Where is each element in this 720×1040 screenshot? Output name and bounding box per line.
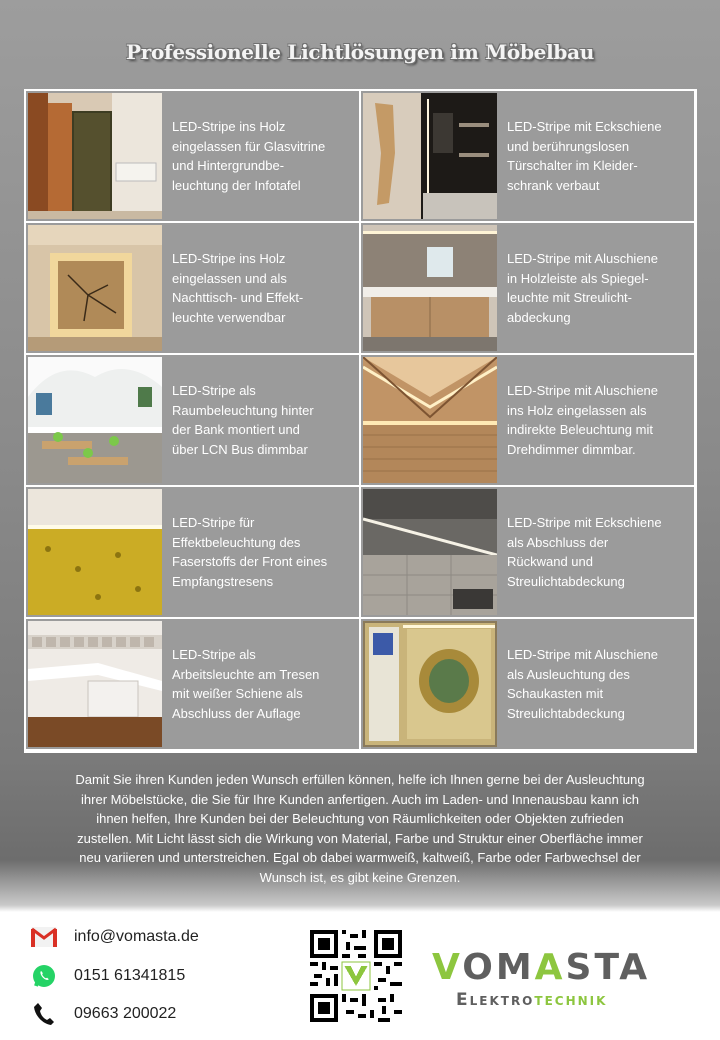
intro-paragraph: Damit Sie ihren Kunden jeden Wunsch erfüllen können, helfe ich Ihnen gerne bei der Ausleuchtung ihrer Möbelstücke, die Sie für Ihre Kunden anfertigen. Auch im Laden- und Innenausbau kann ich ihnen helfen, Ihre Kunden bei der Beleuchtung von Räumlichkeiten oder Objekten zufrieden zustellen. Mit Licht lässt sich die Wirkung von Material, Farbe und Struktur einer Oberfläche immer neu variieren und unterstreichen. Egal ob dabei warmweiß, kaltweiß, Farbe oder Farbwechsel der Wunsch ist, es gibt keine Grenzen.	[75, 772, 645, 885]
grid-cell-counter	[26, 619, 359, 749]
grid-cell-mirror	[361, 223, 694, 353]
grid-cell-text: LED-Stripe mit Eckschiene und berührungslosen Türschalter im Kleider- schrank verbaut	[507, 119, 662, 193]
grid-cell-text: LED-Stripe ins Holz eingelassen und als Nachttisch- und Effekt- leuchte verwendbar	[172, 251, 304, 325]
grid-cell-text: LED-Stripe mit Eckschiene als Abschluss der Rückwand und Streulichtabdeckung	[507, 515, 662, 589]
gmail-icon	[30, 923, 58, 951]
vomasta-logo	[432, 948, 696, 1018]
contact-phone-text: 09663 200022	[74, 1005, 177, 1022]
contact-email[interactable]	[30, 922, 199, 952]
contact-email-text: info@vomasta.de	[74, 928, 199, 945]
product-grid	[24, 89, 697, 753]
grid-cell-text: LED-Stripe mit Aluschiene in Holzleiste als Spiegel- leuchte mit Streulicht- abdeckung	[507, 251, 659, 325]
grid-cell-glass-cabinet	[26, 91, 359, 221]
grid-cell-reception	[26, 487, 359, 617]
photo-reception	[28, 489, 162, 615]
logo-wordmark: VOMASTA	[432, 947, 651, 988]
photo-mirror	[363, 225, 497, 351]
grid-cell-showcase	[361, 619, 694, 749]
page-title: Professionelle Lichtlösungen im Möbelbau	[126, 40, 594, 64]
photo-indirect-light	[363, 357, 497, 483]
contact-whatsapp[interactable]	[30, 961, 185, 991]
photo-showcase	[363, 621, 497, 747]
grid-cell-text: LED-Stripe für Effektbeleuchtung des Faserstoffs der Front eines Empfangstresens	[172, 515, 328, 589]
grid-cell-text: LED-Stripe mit Aluschiene als Ausleuchtung des Schaukasten mit Streulichtabdeckung	[507, 647, 659, 721]
photo-nightstand	[28, 225, 162, 351]
whatsapp-icon	[30, 962, 58, 990]
grid-cell-room-light	[26, 355, 359, 485]
logo-subtitle: Elektrotechnik	[456, 990, 608, 1010]
contact-phone[interactable]	[30, 999, 176, 1029]
footer	[0, 912, 720, 1040]
grid-cell-text: LED-Stripe mit Aluschiene ins Holz eingelassen als indirekte Beleuchtung mit Drehdimmer dimmbar.	[507, 383, 659, 457]
grid-cell-wardrobe	[361, 91, 694, 221]
phone-icon	[30, 1000, 58, 1028]
contact-whatsapp-text: 0151 61341815	[74, 967, 186, 984]
grid-cell-text: LED-Stripe ins Holz eingelassen für Glasvitrine und Hintergrundbe- leuchtung der Infotafel	[172, 119, 326, 193]
photo-counter	[28, 621, 162, 747]
grid-cell-nightstand	[26, 223, 359, 353]
grid-cell-text: LED-Stripe als Arbeitsleuchte am Tresen mit weißer Schiene als Abschluss der Auflage	[172, 647, 320, 721]
photo-wardrobe	[363, 93, 497, 219]
photo-back-wall	[363, 489, 497, 615]
grid-cell-back-wall	[361, 487, 694, 617]
qr-code	[310, 930, 402, 1022]
photo-glass-cabinet	[28, 93, 162, 219]
grid-cell-text: LED-Stripe als Raumbeleuchtung hinter der Bank montiert und über LCN Bus dimmbar	[172, 383, 314, 457]
grid-cell-indirect-light	[361, 355, 694, 485]
photo-room-light	[28, 357, 162, 483]
